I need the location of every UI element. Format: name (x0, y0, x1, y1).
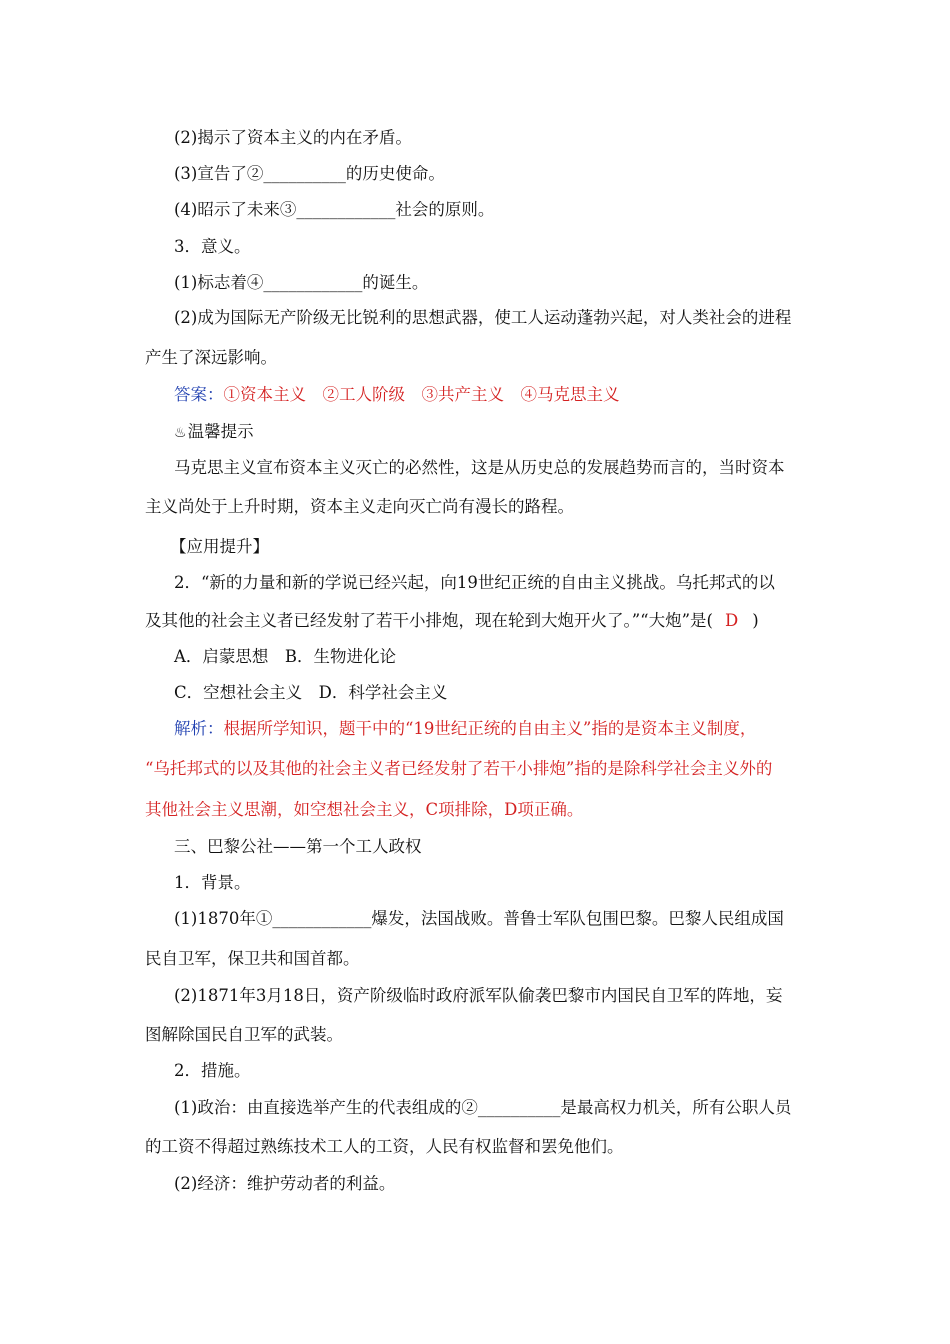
question-2-line1: 2．“新的力量和新的学说已经兴起，向19世纪正统的自由主义挑战。乌托邦式的以 (174, 573, 775, 592)
answer-text: ①资本主义 ②工人阶级 ③共产主义 ④马克思主义 (223, 385, 620, 404)
section-paris-commune: 三、巴黎公社——第一个工人政权 (174, 837, 422, 856)
analysis-line3: 其他社会主义思潮，如空想社会主义，C项排除，D项正确。 (145, 800, 584, 819)
answer-line (174, 384, 620, 406)
measures-politics-line2: 的工资不得超过熟练技术工人的工资，人民有权监督和罢免他们。 (145, 1137, 624, 1156)
background-1-line1: (1)1870年①____________爆发，法国战败。普鲁士军队包围巴黎。巴黎人民组成国 (174, 909, 784, 928)
question-2-answer: D (725, 611, 739, 630)
tips-line2: 主义尚处于上升时期，资本主义走向灭亡尚有漫长的路程。 (145, 497, 574, 516)
item-weapon-line2: 产生了深远影响。 (145, 348, 277, 367)
section-significance: 3．意义。 (174, 237, 251, 256)
option-c-d: C．空想社会主义 D．科学社会主义 (174, 683, 448, 702)
item-future-society: (4)昭示了未来③____________社会的原则。 (174, 200, 495, 219)
item-reveal-contradiction: (2)揭示了资本主义的内在矛盾。 (174, 128, 412, 147)
analysis-text: 根据所学知识，题干中的“19世纪正统的自由主义”指的是资本主义制度， (223, 719, 757, 738)
answer-label: 答案： (174, 385, 224, 404)
tips-label: 温馨提示 (187, 422, 254, 441)
background-1-line2: 民自卫军，保卫共和国首都。 (145, 949, 360, 968)
analysis-label: 解析： (174, 719, 224, 738)
question-2-line2 (145, 610, 759, 632)
tips-heading (174, 421, 254, 444)
item-marks-birth: (1)标志着④____________的诞生。 (174, 273, 429, 292)
measures-politics-line1: (1)政治：由直接选举产生的代表组成的②__________是最高权力机关，所有公职人员 (174, 1098, 792, 1117)
option-a-b: A．启蒙思想 B．生物进化论 (174, 647, 397, 666)
section-background: 1．背景。 (174, 873, 251, 892)
section-application: 【应用提升】 (170, 537, 269, 556)
analysis-line1 (174, 718, 756, 740)
tips-line1: 马克思主义宣布资本主义灭亡的必然性，这是从历史总的发展趋势而言的，当时资本 (174, 458, 785, 477)
analysis-line2: “乌托邦式的以及其他的社会主义者已经发射了若干小排炮”指的是除科学社会主义外的 (145, 759, 773, 778)
item-declare-mission: (3)宣告了②__________的历史使命。 (174, 164, 445, 183)
item-weapon-line1: (2)成为国际无产阶级无比锐利的思想武器，使工人运动蓬勃兴起，对人类社会的进程 (174, 308, 792, 327)
section-measures: 2．措施。 (174, 1061, 251, 1080)
hot-springs-icon: ♨ (174, 425, 187, 441)
background-2-line1: (2)1871年3月18日，资产阶级临时政府派军队偷袭巴黎市内国民自卫军的阵地，妄 (174, 986, 783, 1005)
measures-economy: (2)经济：维护劳动者的利益。 (174, 1174, 396, 1193)
question-2-close: ) (752, 611, 759, 630)
question-2-stem: 及其他的社会主义者已经发射了若干小排炮，现在轮到大炮开火了。”“大炮”是( (145, 611, 713, 630)
background-2-line2: 图解除国民自卫军的武装。 (145, 1025, 343, 1044)
